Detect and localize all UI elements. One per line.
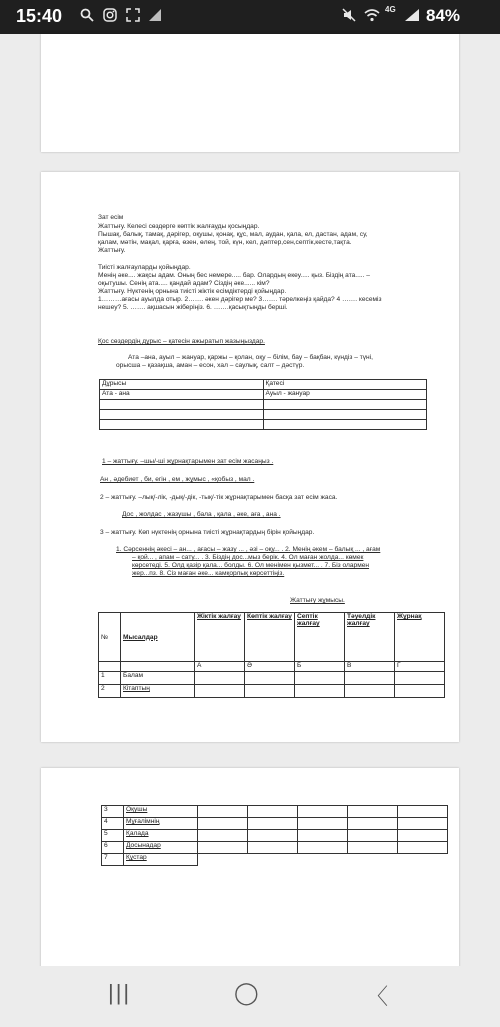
table-cell <box>348 842 398 854</box>
wifi-calling-icon <box>148 8 162 25</box>
table-cell: Досынадар <box>124 842 198 854</box>
status-bar <box>0 0 500 34</box>
table-header-cell: Дұрысы <box>100 380 264 390</box>
ex1-line: Жаттығу. <box>98 247 126 254</box>
table-row <box>99 685 445 698</box>
table-row <box>100 400 427 410</box>
table-cell <box>100 410 264 420</box>
table-cell <box>248 806 298 818</box>
table-cell <box>345 672 395 685</box>
table-cell <box>295 672 345 685</box>
4g-icon: 4G <box>385 5 396 14</box>
clock: 15:40 <box>16 6 63 26</box>
ex2-line: нешеу? 5. ……. ақшасын жіберіңіз. 6. …….қасықтыңды берші. <box>98 304 288 311</box>
table-header-cell: № <box>99 613 121 662</box>
ex6-title: 3 – жаттығу. Көп нүктенің орнына тиісті жұрнақтардың бірін қойыңдар. <box>100 529 315 536</box>
ex2-line: Менің әке.... жақсы адам. Оның бес немере..... бар. Олардың екеу..... қыз. Біздің ата..... – <box>98 272 370 279</box>
document-page-1 <box>41 34 459 152</box>
ex3-line: орысша – қазақша, аман – есон, хал – саулық, салт – дәстүр. <box>116 362 305 369</box>
table-row <box>100 410 427 420</box>
ex3-line: Ата –ана, ауыл – жануар, қаржы – қолан, оқу – білім, бау – бақбан, күндіз – түні, <box>128 354 373 361</box>
table-row <box>102 842 448 854</box>
ex2-line: Жаттығу. Нүктенің орнына тиісті жіктік есімдіктерді қойыңдар. <box>98 288 287 295</box>
table-cell <box>295 685 345 698</box>
table-cell: 1 <box>99 672 121 685</box>
table-cell: 3 <box>102 806 124 818</box>
table-cell <box>263 410 427 420</box>
ex4-words: Ан , әдебиет , би, егін , ем , жұмыс , «қобыз , мал . <box>100 476 255 483</box>
table-cell <box>198 806 248 818</box>
table-cell <box>198 830 248 842</box>
table-cell <box>398 830 448 842</box>
ex6-line: жер...пз. 8. Сіз маған әке... камқорлық көрсеттіңіз. <box>132 570 285 577</box>
ex5-title: 2 – жаттығу. –лық/-лік, -дық/-дік, -тық/-тік жұрнақтарымен басқа зат есім жаса. <box>100 494 338 501</box>
ex6-line: 1. Сәрсеннің әкесі – ан... , ағасы – жазу ... , әзі – оқу... . 2. Менің әкем – балық ... , ағам <box>116 546 381 553</box>
ex4-title: 1 – жаттығу. –шы/-ші жұрнақтарымен зат есім жасаңыз . <box>102 458 274 465</box>
table-cell <box>398 842 448 854</box>
table-row <box>102 830 448 842</box>
table-cell: 7 <box>102 854 124 866</box>
instagram-icon <box>103 8 117 25</box>
table-letter-cell: Ә <box>245 662 295 672</box>
table-header-cell: Мысалдар <box>121 613 195 662</box>
table-cell <box>245 685 295 698</box>
table-header-row <box>100 380 427 390</box>
table-cell: Құстар <box>124 854 198 866</box>
table-cell: Оқушы <box>124 806 198 818</box>
table-cell: Қалада <box>124 830 198 842</box>
navigation-bar <box>0 966 500 1027</box>
signal-icon <box>404 8 420 25</box>
table-cell <box>263 420 427 430</box>
ex6-line: көрсетеді. 5. Олд қазір қала... болды. 6. Ол менімен қызмет... . 7. Біз олармен <box>132 562 370 569</box>
home-button[interactable]: ◯ <box>234 980 259 1005</box>
table-cell <box>348 818 398 830</box>
table-row <box>102 854 448 866</box>
ex1-line: Жаттығу. Келесі сөздерге көптік жалғауды қосыңдар. <box>98 223 260 230</box>
ex6-line: – қой... , апам – сату... . 3. Біздің дос...мыз берік. 4. Ол маған жолда... көмек <box>132 554 364 561</box>
ex1-line: қалам, мәтін, мақал, қарға, өзен, өлең, той, күн, кел, дәптер,сен,септік,кесте,тақта. <box>98 239 352 246</box>
table-cell: 6 <box>102 842 124 854</box>
table-cell <box>121 662 195 672</box>
recent-apps-button[interactable]: ||| <box>108 980 132 1005</box>
ex2-title: Тиісті жалғауларды қойыңдар. <box>98 264 191 271</box>
table-cell <box>398 818 448 830</box>
table-cell: Ауыл - жануар <box>263 390 427 400</box>
table-cell <box>100 420 264 430</box>
table-cell <box>195 672 245 685</box>
pairs-table <box>99 379 427 430</box>
table-cell <box>348 806 398 818</box>
table-letter-cell: Б <box>295 662 345 672</box>
table-cell <box>298 842 348 854</box>
table-cell <box>248 830 298 842</box>
ex1-line: Пышақ, балық, тамақ, дәрігер, оқушы, қонақ, құс, мал, аудан, қала, ел, дастан, адам, су, <box>98 231 368 238</box>
table-cell: Мұғалімнің <box>124 818 198 830</box>
table-cell <box>298 830 348 842</box>
exercise-table <box>98 612 445 698</box>
table-header-cell: Септік жалғау <box>295 613 345 662</box>
ex3-title: Қос сөздердің дұрыс – қатесін ажыратып жазыңыздар. <box>98 338 265 345</box>
ex2-line: 1………ағасы ауылда отыр. 2……. әкен дәрігер ме? 3……. тәрелкеңіз қайда? 4 ……. кесеміз <box>98 296 382 303</box>
table-cell <box>298 806 348 818</box>
battery-level: 84% <box>426 6 461 25</box>
table-cell <box>263 400 427 410</box>
table-row <box>99 672 445 685</box>
table-header-cell: Тәуелдік жалғау <box>345 613 395 662</box>
table-row <box>102 818 448 830</box>
document-page-2 <box>41 172 459 742</box>
table-row <box>102 806 448 818</box>
table-cell: 2 <box>99 685 121 698</box>
table-cell <box>248 842 298 854</box>
table-header-cell: Көптік жалғау <box>245 613 295 662</box>
table-cell: Кітаптың <box>121 685 195 698</box>
doc-title: Зат есім <box>98 214 124 221</box>
table-cell <box>198 842 248 854</box>
table-row <box>100 390 427 400</box>
ex2-line: оқытушы. Сенің ата..... қандай адам? Сіздің әке...... кім? <box>98 280 270 287</box>
screenshot-icon <box>126 8 140 25</box>
table-row <box>100 420 427 430</box>
table-cell <box>100 400 264 410</box>
table-cell: 5 <box>102 830 124 842</box>
wifi-icon <box>364 8 380 25</box>
table-cell <box>99 662 121 672</box>
table-cell <box>395 672 445 685</box>
table-letter-cell: А <box>195 662 245 672</box>
table-cell: 4 <box>102 818 124 830</box>
table-header-cell: Қатесі <box>263 380 427 390</box>
document-page-3 <box>41 768 459 980</box>
table-cell: Ата - ана <box>100 390 264 400</box>
table-cell <box>198 818 248 830</box>
table-cell <box>248 818 298 830</box>
table-cell <box>298 818 348 830</box>
ex5-words: Дос , жолдас , жазушы , бала , қала , әке, аға , ана . <box>122 511 281 518</box>
table-header-cell: Жіктік жалғау <box>195 613 245 662</box>
mute-icon <box>342 8 356 25</box>
table2-title: Жаттығу жұмысы. <box>290 597 345 604</box>
table-cell: Балам <box>121 672 195 685</box>
back-button[interactable]: 〈 <box>366 984 389 1009</box>
table-cell <box>245 672 295 685</box>
exercise-table-continued <box>101 805 448 866</box>
table-cell <box>395 685 445 698</box>
table-header-row <box>99 613 445 662</box>
table-cell <box>345 685 395 698</box>
table-cell <box>398 806 448 818</box>
table-letter-cell: В <box>345 662 395 672</box>
search-icon <box>80 8 94 25</box>
table-letter-row <box>99 662 445 672</box>
table-letter-cell: Г <box>395 662 445 672</box>
table-header-cell: Жұрнақ <box>395 613 445 662</box>
table-cell <box>195 685 245 698</box>
table-cell <box>348 830 398 842</box>
